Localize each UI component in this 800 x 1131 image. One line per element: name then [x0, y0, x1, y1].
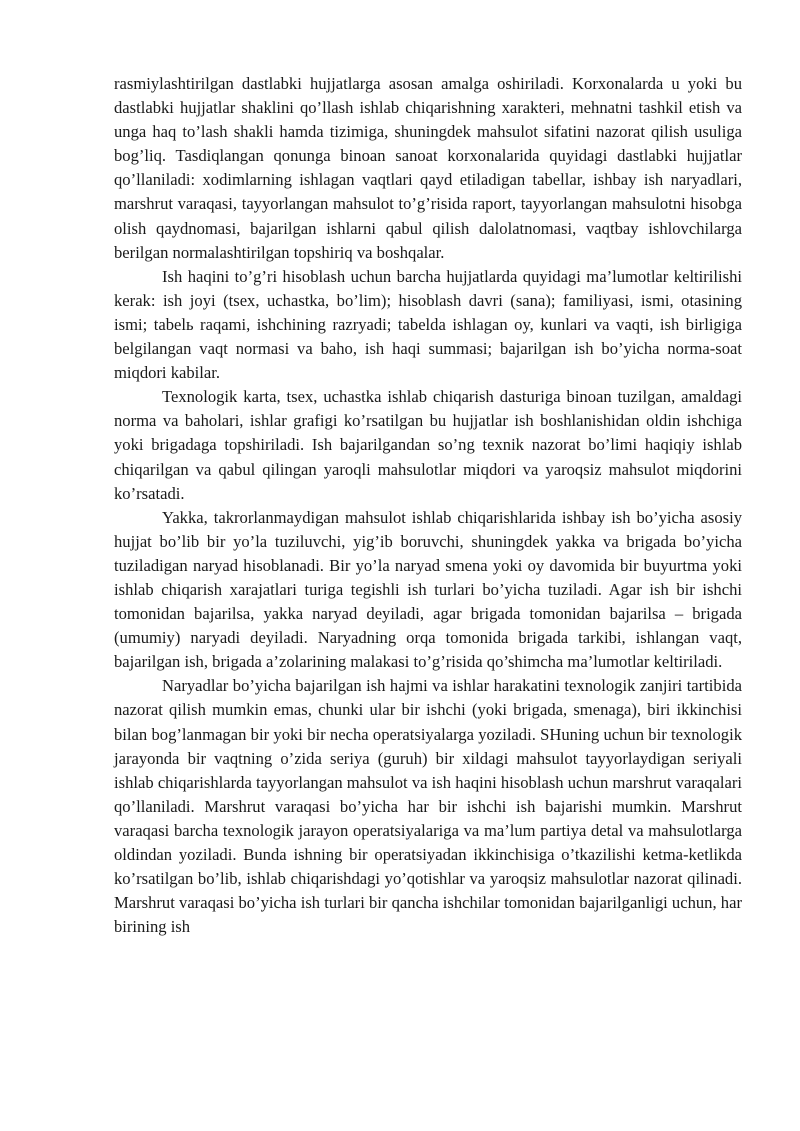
paragraph-continued: rasmiylashtirilgan dastlabki hujjatlarga asosan amalga oshiriladi. Korxonalarda u yoki bu dastlabki hujjatlar shaklini qo’llash ishlab chiqarishning xarakteri, mehnatni tashkil etish va unga haq to’lash shakli hamda tizimiga, shuningdek mahsulot sifatini nazorat qilish usuliga bog’liq. Tasdiqlangan qonunga binoan sanoat korxonalarida quyidagi dastlabki hujjatlar qo’llaniladi: xodimlarning ishlagan vaqtlari qayd etiladigan tabellar, ishbay ish naryadlari, marshrut varaqasi, tayyorlangan mahsulot to’g’risida raport, tayyorlangan mahsulotni hisobga olish qaydnomasi, bajarilgan ishlarni qabul qilish dalolatnomasi, vaqtbay ishlovchilarga berilgan normalashtirilgan topshiriq va boshqalar. [114, 74, 742, 262]
document-body [114, 72, 742, 939]
paragraph-technological-card: Texnologik karta, tsex, uchastka ishlab chiqarish dasturiga binoan tuzilgan, amaldagi norma va baholari, ishlar grafigi ko’rsatilgan bu hujjatlar ish boshlanishidan oldin ishchiga yoki brigadaga topshiriladi. Ish bajarilgandan so’ng texnik nazorat bo’limi haqiqiy ishlab chiqarilgan va qabul qilingan yaroqli mahsulotlar miqdori va yaroqsiz mahsulot miqdorini ko’rsatadi. [114, 387, 742, 503]
paragraph-payroll-data: Ish haqini to’g’ri hisoblash uchun barcha hujjatlarda quyidagi ma’lumotlar keltirilishi kerak: ish joyi (tsex, uchastka, bo’lim); hisoblash davri (sana); familiyasi, ismi, otasining ismi; tabelь raqami, ishchining razryadi; tabelda ishlagan oy, kunlari va vaqti, ish birligiga belgilangan vaqt normasi va baho, ish haqi summasi; bajarilgan ish bo’yicha norma-soat miqdori kabilar. [114, 266, 742, 383]
paragraph-route-sheet: Naryadlar bo’yicha bajarilgan ish hajmi va ishlar harakatini texnologik zanjiri tartibida nazorat qilish mumkin emas, chunki ular bir ishchi (yoki brigada, smenaga), biri ikkinchisi bilan bog’lanmagan bir yoki bir necha operatsiyalarga yoziladi. SHuning uchun bir texnologik jarayonda bir vaqtning o’zida seriya (guruh) bir xildagi mahsulot tayyorlaydigan seriyali ishlab chiqarishlarda tayyorlangan mahsulot va ish haqini hisoblash uchun marshrut varaqalari qo’llaniladi. Marshrut varaqasi bo’yicha har bir ishchi ish bajarishi mumkin. Marshrut varaqasi barcha texnologik jarayon operatsiyalariga va ma’lum partiya detal va mahsulotlarga oldindan yoziladi. Bunda ishning bir operatsiyadan ikkinchisiga o’tkazilishi ketma-ketlikda ko’rsatilgan bo’lib, ishlab chiqarishdagi yo’qotishlar va yaroqsiz mahsulotlar nazorat qilinadi. Marshrut varaqasi bo’yicha ish turlari bir qancha ishchilar tomonidan bajarilganligi uchun, har birining ish [114, 676, 742, 937]
paragraph-work-order: Yakka, takrorlanmaydigan mahsulot ishlab chiqarishlarida ishbay ish bo’yicha asosiy hujjat bo’lib bir yo’la tuziluvchi, yig’ib boruvchi, shuningdek yakka va brigada bo’yicha tuziladigan naryad hisoblanadi. Bir yo’la naryad smena yoki oy davomida bir buyurtma yoki ishlab chiqarish xarajatlari turiga tegishli ish turlari bo’yicha tuziladi. Agar ish bir ishchi tomonidan bajarilsa, yakka naryad deyiladi, agar brigada tomonidan bajarilsa – brigada (umumiy) naryadi deyiladi. Naryadning orqa tomonida brigada tarkibi, ishlangan vaqt, bajarilgan ish, brigada a’zolarining malakasi to’g’risida qo’shimcha ma’lumotlar keltiriladi. [114, 507, 742, 672]
